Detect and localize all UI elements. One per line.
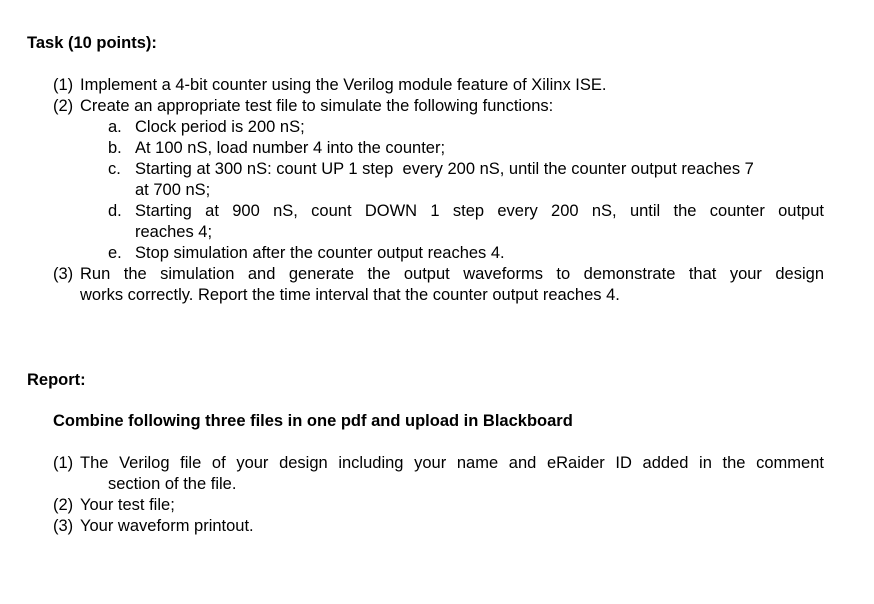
report-item-1-marker: (1) [53,454,74,472]
report-item-3-text: Your waveform printout. [80,517,254,535]
task-item-3-line2: works correctly. Report the time interval that the counter output reaches 4. [80,286,620,304]
report-item-2-text: Your test file; [80,496,175,514]
subitem-b-text: At 100 nS, load number 4 into the counter; [135,139,446,157]
task-item-3-marker: (3) [53,265,74,283]
subitem-d-line1: Starting at 900 nS, count DOWN 1 step every 200 nS, until the counter output [135,202,824,220]
report-instruction: Combine following three files in one pdf and upload in Blackboard [53,412,573,430]
subitem-e-text: Stop simulation after the counter output reaches 4. [135,244,505,262]
task-item-1-text: Implement a 4-bit counter using the Verilog module feature of Xilinx ISE. [80,76,607,94]
report-item-3-marker: (3) [53,517,74,535]
subitem-a-marker: a. [108,118,122,136]
task-item-2-text: Create an appropriate test file to simulate the following functions: [80,97,554,115]
subitem-d-marker: d. [108,202,122,220]
task-item-3-line1: Run the simulation and generate the output waveforms to demonstrate that your design [80,265,824,283]
subitem-d-line2: reaches 4; [135,223,213,241]
task-item-1-marker: (1) [53,76,74,94]
subitem-c-line1: Starting at 300 nS: count UP 1 step every 200 nS, until the counter output reaches 7 [135,160,754,178]
report-item-1-line2: section of the file. [108,475,237,493]
subitem-c-marker: c. [108,160,121,178]
report-item-2-marker: (2) [53,496,74,514]
subitem-b-marker: b. [108,139,122,157]
subitem-a-text: Clock period is 200 nS; [135,118,305,136]
task-item-2-marker: (2) [53,97,74,115]
report-item-1-line1: The Verilog file of your design including your name and eRaider ID added in the comment [80,454,824,472]
subitem-e-marker: e. [108,244,122,262]
subitem-c-line2: at 700 nS; [135,181,211,199]
task-heading: Task (10 points): [27,34,157,52]
report-heading: Report: [27,371,86,389]
